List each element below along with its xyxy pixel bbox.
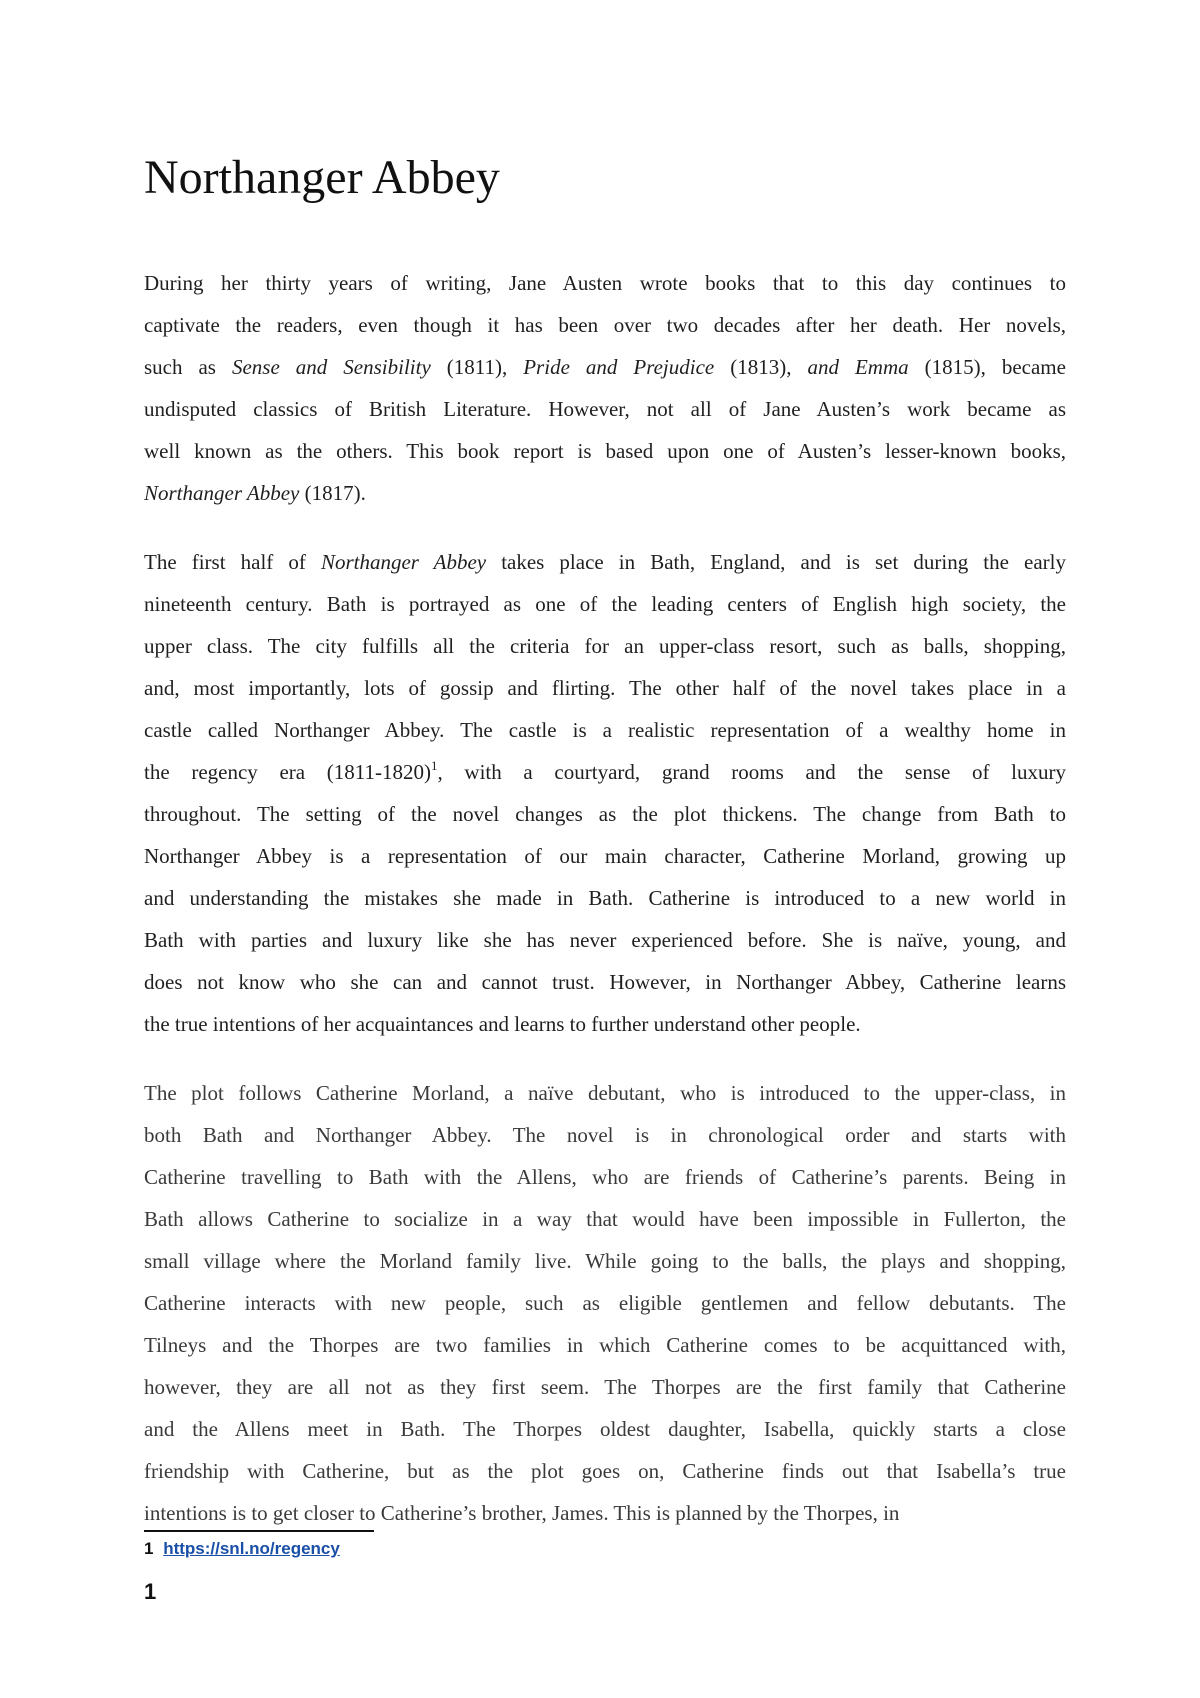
- text-line: [144, 304, 1066, 346]
- footnote-reference: 1: [430, 758, 438, 773]
- text-line: [144, 541, 1066, 583]
- text-run: (1817).: [299, 481, 366, 505]
- text-run: (1815), became: [908, 355, 1066, 379]
- text-run: however, they are all not as they first seem. The Thorpes are the first family that Catherine: [144, 1375, 1066, 1399]
- text-line: [144, 1198, 1066, 1240]
- text-line: [144, 1114, 1066, 1156]
- text-line: [144, 430, 1066, 472]
- text-line: [144, 1408, 1066, 1450]
- text-line: [144, 1492, 1066, 1534]
- text-run: nineteenth century. Bath is portrayed as one of the leading centers of English high society, the: [144, 592, 1066, 616]
- text-line: [144, 1282, 1066, 1324]
- italic-title: Northanger Abbey: [144, 481, 300, 505]
- text-line: [144, 262, 1066, 304]
- text-run: , with a courtyard, grand rooms and the sense of luxury: [437, 760, 1066, 784]
- text-run: the true intentions of her acquaintances and learns to further understand other people.: [144, 1012, 861, 1036]
- text-run: undisputed classics of British Literature. However, not all of Jane Austen’s work became as: [144, 397, 1066, 421]
- text-run: Bath allows Catherine to socialize in a way that would have been impossible in Fullerton, the: [144, 1207, 1066, 1231]
- text-run: and understanding the mistakes she made in Bath. Catherine is introduced to a new world in: [144, 886, 1066, 910]
- text-run: and the Allens meet in Bath. The Thorpes oldest daughter, Isabella, quickly starts a close: [144, 1417, 1066, 1441]
- text-run: Catherine travelling to Bath with the Allens, who are friends of Catherine’s parents. Being in: [144, 1165, 1066, 1189]
- text-line: [144, 625, 1066, 667]
- footnote-separator: [144, 1530, 374, 1532]
- text-line: [144, 346, 1066, 388]
- text-line: [144, 709, 1066, 751]
- text-run: The plot follows Catherine Morland, a naïve debutant, who is introduced to the upper-class, in: [144, 1081, 1066, 1105]
- text-line: [144, 667, 1066, 709]
- text-run: takes place in Bath, England, and is set during the early: [486, 550, 1066, 574]
- italic-title: Pride and Prejudice: [523, 355, 715, 379]
- text-run: castle called Northanger Abbey. The castle is a realistic representation of a wealthy home in: [144, 718, 1066, 742]
- text-run: captivate the readers, even though it has been over two decades after her death. Her novels,: [144, 313, 1066, 337]
- text-run: throughout. The setting of the novel changes as the plot thickens. The change from Bath to: [144, 802, 1066, 826]
- text-line: [144, 751, 1066, 793]
- text-run: Tilneys and the Thorpes are two families in which Catherine comes to be acquittanced with,: [144, 1333, 1066, 1357]
- text-run: (1811),: [430, 355, 524, 379]
- text-line: [144, 388, 1066, 430]
- page-number: 1: [144, 1579, 157, 1604]
- text-run: The first half of: [144, 550, 321, 574]
- text-run: well known as the others. This book report is based upon one of Austen’s lesser-known books,: [144, 439, 1066, 463]
- footnote: [144, 1537, 340, 1561]
- text-line: [144, 1324, 1066, 1366]
- text-run: upper class. The city fulfills all the criteria for an upper-class resort, such as balls, shopping,: [144, 634, 1066, 658]
- paragraph: [144, 1072, 1066, 1534]
- text-run: such as: [144, 355, 232, 379]
- text-run: Northanger Abbey is a representation of our main character, Catherine Morland, growing up: [144, 844, 1066, 868]
- text-run: does not know who she can and cannot trust. However, in Northanger Abbey, Catherine learns: [144, 970, 1066, 994]
- text-line: [144, 877, 1066, 919]
- text-run: Bath with parties and luxury like she has never experienced before. She is naïve, young, and: [144, 928, 1066, 952]
- text-run: small village where the Morland family live. While going to the balls, the plays and shopping,: [144, 1249, 1066, 1273]
- text-line: [144, 1240, 1066, 1282]
- text-run: the regency era (1811-1820): [144, 760, 431, 784]
- italic-title: Sense and Sensibility: [231, 355, 431, 379]
- paragraph: [144, 262, 1066, 514]
- text-line: [144, 1366, 1066, 1408]
- text-run: friendship with Catherine, but as the plot goes on, Catherine finds out that Isabella’s true: [144, 1459, 1066, 1483]
- text-line: [144, 472, 1066, 514]
- footnote-link[interactable]: https://snl.no/regency: [163, 1539, 340, 1558]
- document-body: [144, 262, 1066, 1561]
- text-line: [144, 1156, 1066, 1198]
- paragraph: [144, 541, 1066, 1045]
- text-line: [144, 961, 1066, 1003]
- text-run: and, most importantly, lots of gossip and flirting. The other half of the novel takes place in a: [144, 676, 1066, 700]
- footnote-number: 1: [144, 1539, 154, 1558]
- text-run: intentions is to get closer to Catherine’s brother, James. This is planned by the Thorpes, in: [144, 1501, 900, 1525]
- text-line: [144, 835, 1066, 877]
- text-line: [144, 1003, 1066, 1045]
- text-line: [144, 583, 1066, 625]
- page-title: Northanger Abbey: [144, 151, 500, 204]
- text-run: Catherine interacts with new people, such as eligible gentlemen and fellow debutants. The: [144, 1291, 1066, 1315]
- text-run: (1813),: [714, 355, 808, 379]
- text-line: [144, 919, 1066, 961]
- text-line: [144, 1450, 1066, 1492]
- italic-title: and Emma: [807, 355, 909, 379]
- text-line: [144, 1072, 1066, 1114]
- text-run: During her thirty years of writing, Jane Austen wrote books that to this day continues to: [144, 271, 1066, 295]
- text-line: [144, 793, 1066, 835]
- text-run: both Bath and Northanger Abbey. The novel is in chronological order and starts with: [144, 1123, 1066, 1147]
- italic-title: Northanger Abbey: [320, 550, 487, 574]
